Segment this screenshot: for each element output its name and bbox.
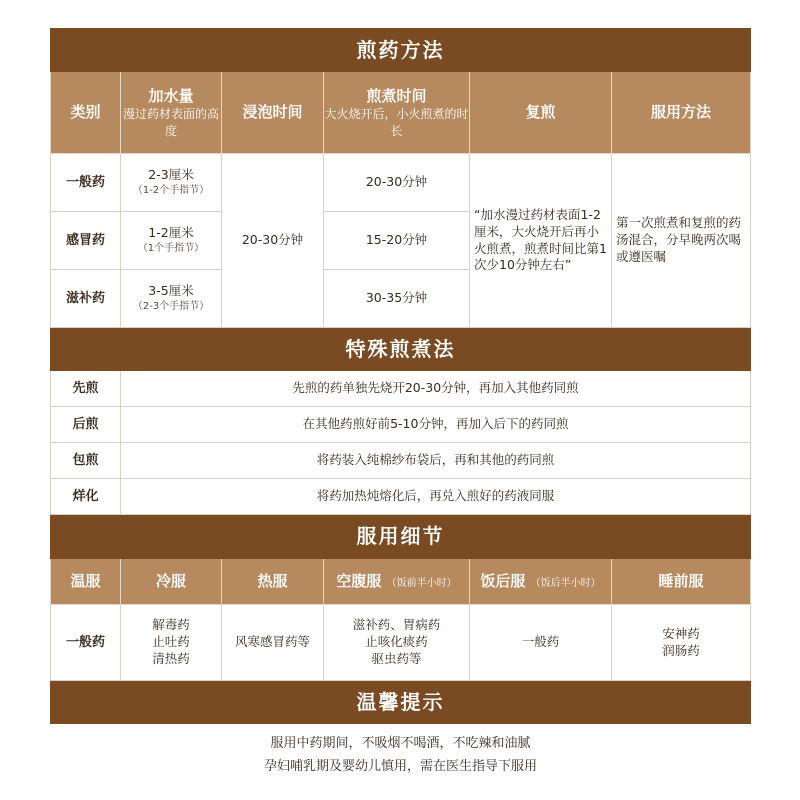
special-label: 烊化	[51, 479, 121, 515]
soak-time: 20-30分钟	[222, 154, 324, 328]
guide-table	[50, 28, 751, 779]
boil-time: 30-35分钟	[324, 270, 470, 328]
header-after-note: （饭后半小时）	[530, 578, 601, 590]
water-note: （2-3个手指节）	[132, 301, 210, 313]
header-cold: 冷服	[121, 559, 222, 605]
water-amount: 1-2厘米	[148, 225, 194, 241]
rebrew-text: “加水漫过药材表面1-2厘米，大火烧开后再小火煎煮，煎煮时间比第1次少10分钟左右”	[470, 154, 612, 328]
water-note: （1-2个手指节）	[132, 185, 210, 197]
bedtime-item: 润肠药	[662, 642, 700, 658]
boil-time: 20-30分钟	[324, 154, 470, 212]
header-warm: 温服	[51, 559, 121, 605]
special-row	[51, 443, 751, 479]
hot-cell: 风寒感冒药等	[222, 605, 324, 681]
water-amount: 2-3厘米	[148, 167, 194, 183]
special-text: 在其他药煎好前5-10分钟，再加入后下的药同煎	[121, 407, 751, 443]
tip-line: 服用中药期间，不吸烟不喝酒，不吃辣和油腻	[270, 736, 531, 751]
empty-item: 止咳化痰药	[365, 634, 428, 650]
decoction-title: 煎药方法	[51, 29, 751, 72]
special-label: 包煎	[51, 443, 121, 479]
bedtime-cell	[612, 605, 751, 681]
header-category: 类别	[51, 72, 121, 154]
empty-item: 驱虫药等	[371, 650, 422, 666]
table-row	[51, 154, 751, 212]
special-text: 先煎的药单独先烧开20-30分钟，再加入其他药同煎	[121, 371, 751, 407]
empty-item: 滋补药、胃病药	[352, 617, 441, 633]
header-water	[121, 72, 222, 154]
special-label: 后煎	[51, 407, 121, 443]
tip-line: 孕妇哺乳期及婴幼儿慎用，需在医生指导下服用	[264, 759, 538, 775]
cold-cell	[121, 605, 222, 681]
header-boil	[324, 72, 470, 154]
usage-text: 第一次煎煮和复煎的药汤混合，分早晚两次喝或遵医嘱	[612, 154, 751, 328]
header-soak: 浸泡时间	[222, 72, 324, 154]
header-hot: 热服	[222, 559, 324, 605]
warm-cell: 一般药	[51, 605, 121, 681]
special-row	[51, 479, 751, 515]
details-row	[51, 605, 751, 681]
special-text: 将药加热炖熔化后，再兑入煎好的药液同服	[121, 479, 751, 515]
header-water-sub: 漫过药材表面的高度	[122, 107, 219, 138]
cold-item: 清热药	[152, 650, 190, 666]
header-boil-sub: 大火烧开后，小火煎煮的时长	[324, 107, 469, 138]
category-cell: 一般药	[51, 154, 121, 212]
boil-time: 15-20分钟	[324, 212, 470, 270]
water-note: （1个手指节）	[137, 243, 205, 255]
medicine-guide	[50, 28, 750, 779]
tips-body	[51, 724, 751, 779]
special-text: 将药装入纯棉纱布袋后，再和其他的药同煎	[121, 443, 751, 479]
water-cell	[121, 270, 222, 328]
header-after	[470, 559, 612, 605]
special-row	[51, 371, 751, 407]
cold-item: 止吐药	[152, 634, 190, 650]
water-cell	[121, 212, 222, 270]
header-bedtime: 睡前服	[612, 559, 751, 605]
water-cell	[121, 154, 222, 212]
cold-item: 解毒药	[152, 617, 190, 633]
header-water-main: 加水量	[148, 87, 194, 106]
header-rebrew: 复煎	[470, 72, 612, 154]
empty-cell	[324, 605, 470, 681]
header-empty-note: （饭前半小时）	[386, 578, 457, 590]
details-title: 服用细节	[51, 515, 751, 559]
special-title: 特殊煎煮法	[51, 328, 751, 371]
bedtime-item: 安神药	[662, 625, 700, 641]
tips-title: 温馨提示	[51, 681, 751, 724]
category-cell: 感冒药	[51, 212, 121, 270]
water-amount: 3-5厘米	[148, 283, 194, 299]
category-cell: 滋补药	[51, 270, 121, 328]
header-usage: 服用方法	[612, 72, 751, 154]
header-empty	[324, 559, 470, 605]
special-row	[51, 407, 751, 443]
header-boil-main: 煎煮时间	[366, 87, 427, 106]
special-label: 先煎	[51, 371, 121, 407]
header-empty-main: 空腹服	[336, 572, 382, 591]
after-cell: 一般药	[470, 605, 612, 681]
header-after-main: 饭后服	[480, 572, 526, 591]
